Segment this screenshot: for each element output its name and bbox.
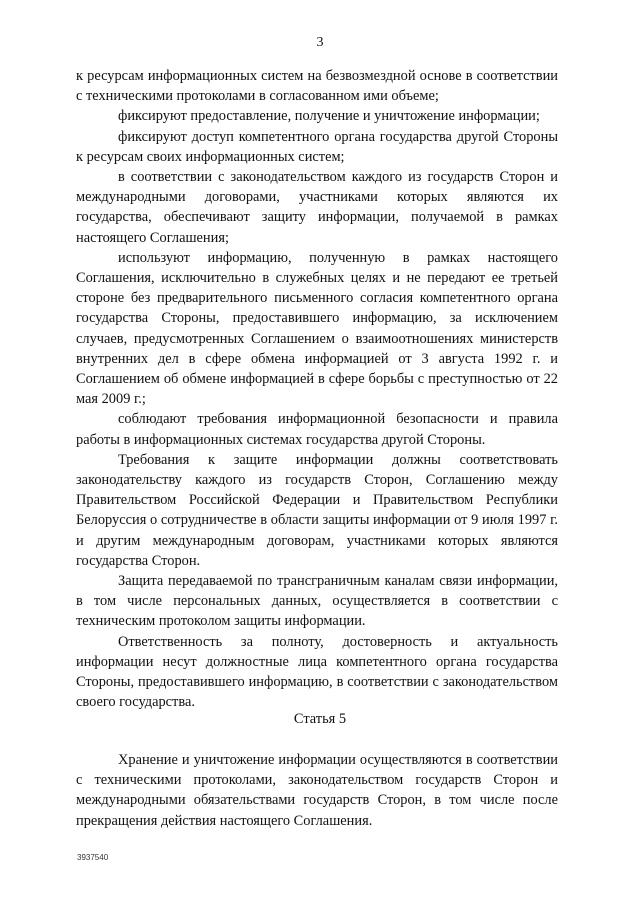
- paragraph-responsibility: Ответственность за полноту, достоверность и актуальность информации несут должностные лица компетентного органа государства Стороны, предоставившего информацию, в соответствии с законодательством своего государства.: [76, 633, 558, 711]
- document-body: [76, 66, 558, 713]
- document-id: 3937540: [77, 853, 109, 862]
- paragraph-continuation: к ресурсам информационных систем на безвозмездной основе в соответствии с техническими протоколами в согласованном ими объеме;: [76, 68, 558, 105]
- article-heading: Статья 5: [293, 711, 347, 727]
- paragraph-protection: в соответствии с законодательством каждого из государств Сторон и международными договорами, участниками которых являются их государства, обеспечивают защиту информации, получаемой в рамках настоящего Соглашения;: [76, 169, 558, 246]
- paragraph-record-exchange: фиксируют предоставление, получение и уничтожение информации;: [118, 108, 540, 125]
- paragraph-record-access: фиксируют доступ компетентного органа государства другой Стороны к ресурсам своих информационных систем;: [76, 128, 558, 165]
- page-number: 3: [316, 35, 324, 50]
- article-paragraph: Хранение и уничтожение информации осуществляются в соответствии с техническими протоколами, законодательством государств Сторон и международными обязательствами государств Сторон, в том числе после прекращения действия настоящего Соглашения.: [76, 752, 558, 829]
- paragraph-security-rules: соблюдают требования информационной безопасности и правила работы в информационных системах государства другой Стороны.: [76, 411, 558, 448]
- paragraph-usage: используют информацию, полученную в рамках настоящего Соглашения, исключительно в служебных целях и не передают ее третьей стороне без предварительного письменного согласия компетентного органа государства Стороны, предоставившего информацию, за исключением случаев, предусмотренных Соглашением о взаимоотношениях министерств внутренних дел в сфере обмена информацией от 3 августа 1992 г. и Соглашением об обмене информацией в сфере борьбы с преступностью от 22 мая 2009 г.;: [76, 249, 558, 408]
- paragraph-requirements: Требования к защите информации должны соответствовать законодательству каждого из государств Сторон, Соглашению между Правительством Российской Федерации и Правительством Республики Белоруссия о сотрудничестве в области защиты информации от 9 июля 1997 г. и другим международным договорам, участниками которых являются государства Сторон.: [76, 451, 558, 569]
- article-body: [76, 750, 558, 831]
- paragraph-transmission: Защита передаваемой по трансграничным каналам связи информации, в том числе персональных данных, осуществляется в соответствии с техническим протоколом защиты информации.: [76, 573, 558, 630]
